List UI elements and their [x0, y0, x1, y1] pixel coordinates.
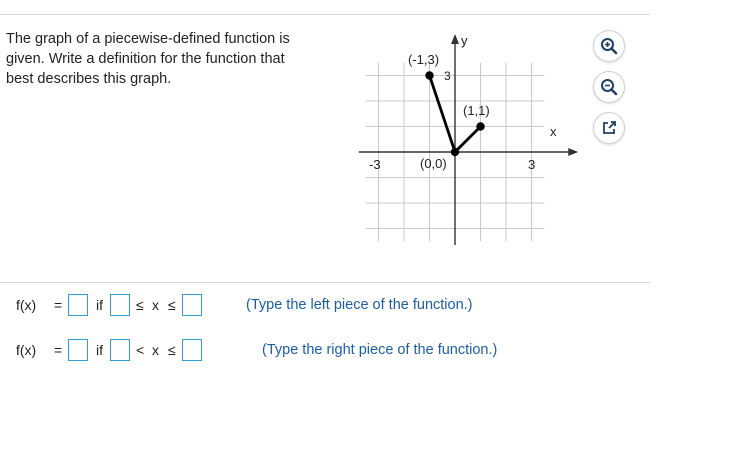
question-prompt: [6, 29, 336, 89]
left-piece-expression-input[interactable]: [68, 294, 88, 316]
graph-point-2: [451, 148, 458, 155]
zoom-in-button[interactable]: [594, 31, 624, 61]
inequality-symbol-2: ≤: [168, 342, 176, 358]
top-divider: [0, 14, 650, 15]
zoom-out-icon: [600, 78, 618, 96]
x-tick-label-neg3: -3: [369, 157, 381, 172]
x-axis-label: x: [550, 124, 557, 139]
point-label-1-1: (1,1): [463, 103, 490, 118]
if-label: if: [96, 342, 103, 358]
left-piece-hint: (Type the left piece of the function.): [246, 297, 473, 313]
right-piece-expression-input[interactable]: [68, 339, 88, 361]
right-piece-hint: (Type the right piece of the function.): [262, 342, 498, 358]
left-piece-lower-bound-input[interactable]: [110, 294, 130, 316]
fx-label: f(x): [16, 297, 37, 313]
graph-segment-1: [430, 76, 456, 153]
right-piece-lower-bound-input[interactable]: [110, 339, 130, 361]
prompt-line-2: given. Write a definition for the function that: [6, 51, 285, 67]
right-piece-upper-bound-input[interactable]: [182, 339, 202, 361]
graph-point-1: [426, 72, 433, 79]
graph-segment-2: [455, 127, 481, 153]
x-tick-label-3: 3: [528, 157, 536, 172]
open-external-button[interactable]: [594, 113, 624, 143]
inequality-symbol-1: ≤: [136, 297, 144, 313]
point-label-0-0: (0,0): [420, 156, 447, 171]
variable-x: x: [152, 297, 159, 313]
if-label: if: [96, 297, 103, 313]
y-tick-label-3: 3: [444, 69, 451, 83]
y-axis-arrow: [451, 34, 459, 44]
function-graph: [358, 30, 588, 245]
graph-point-3: [477, 123, 484, 130]
point-label-neg1-3: (-1,3): [408, 52, 440, 67]
y-axis-label: y: [461, 33, 468, 48]
zoom-out-button[interactable]: [594, 72, 624, 102]
zoom-in-icon: [600, 37, 618, 55]
equals-sign: =: [54, 297, 63, 313]
left-piece-upper-bound-input[interactable]: [182, 294, 202, 316]
mid-divider: [0, 282, 650, 283]
inequality-symbol-2: ≤: [168, 297, 176, 313]
prompt-line-3: best describes this graph.: [6, 71, 172, 87]
prompt-line-1: The graph of a piecewise-defined function is: [6, 31, 290, 47]
inequality-symbol-1: <: [136, 342, 145, 358]
x-axis-arrow: [568, 148, 578, 156]
equals-sign: =: [54, 342, 63, 358]
fx-label: f(x): [16, 342, 37, 358]
variable-x: x: [152, 342, 159, 358]
open-external-icon: [601, 120, 617, 136]
